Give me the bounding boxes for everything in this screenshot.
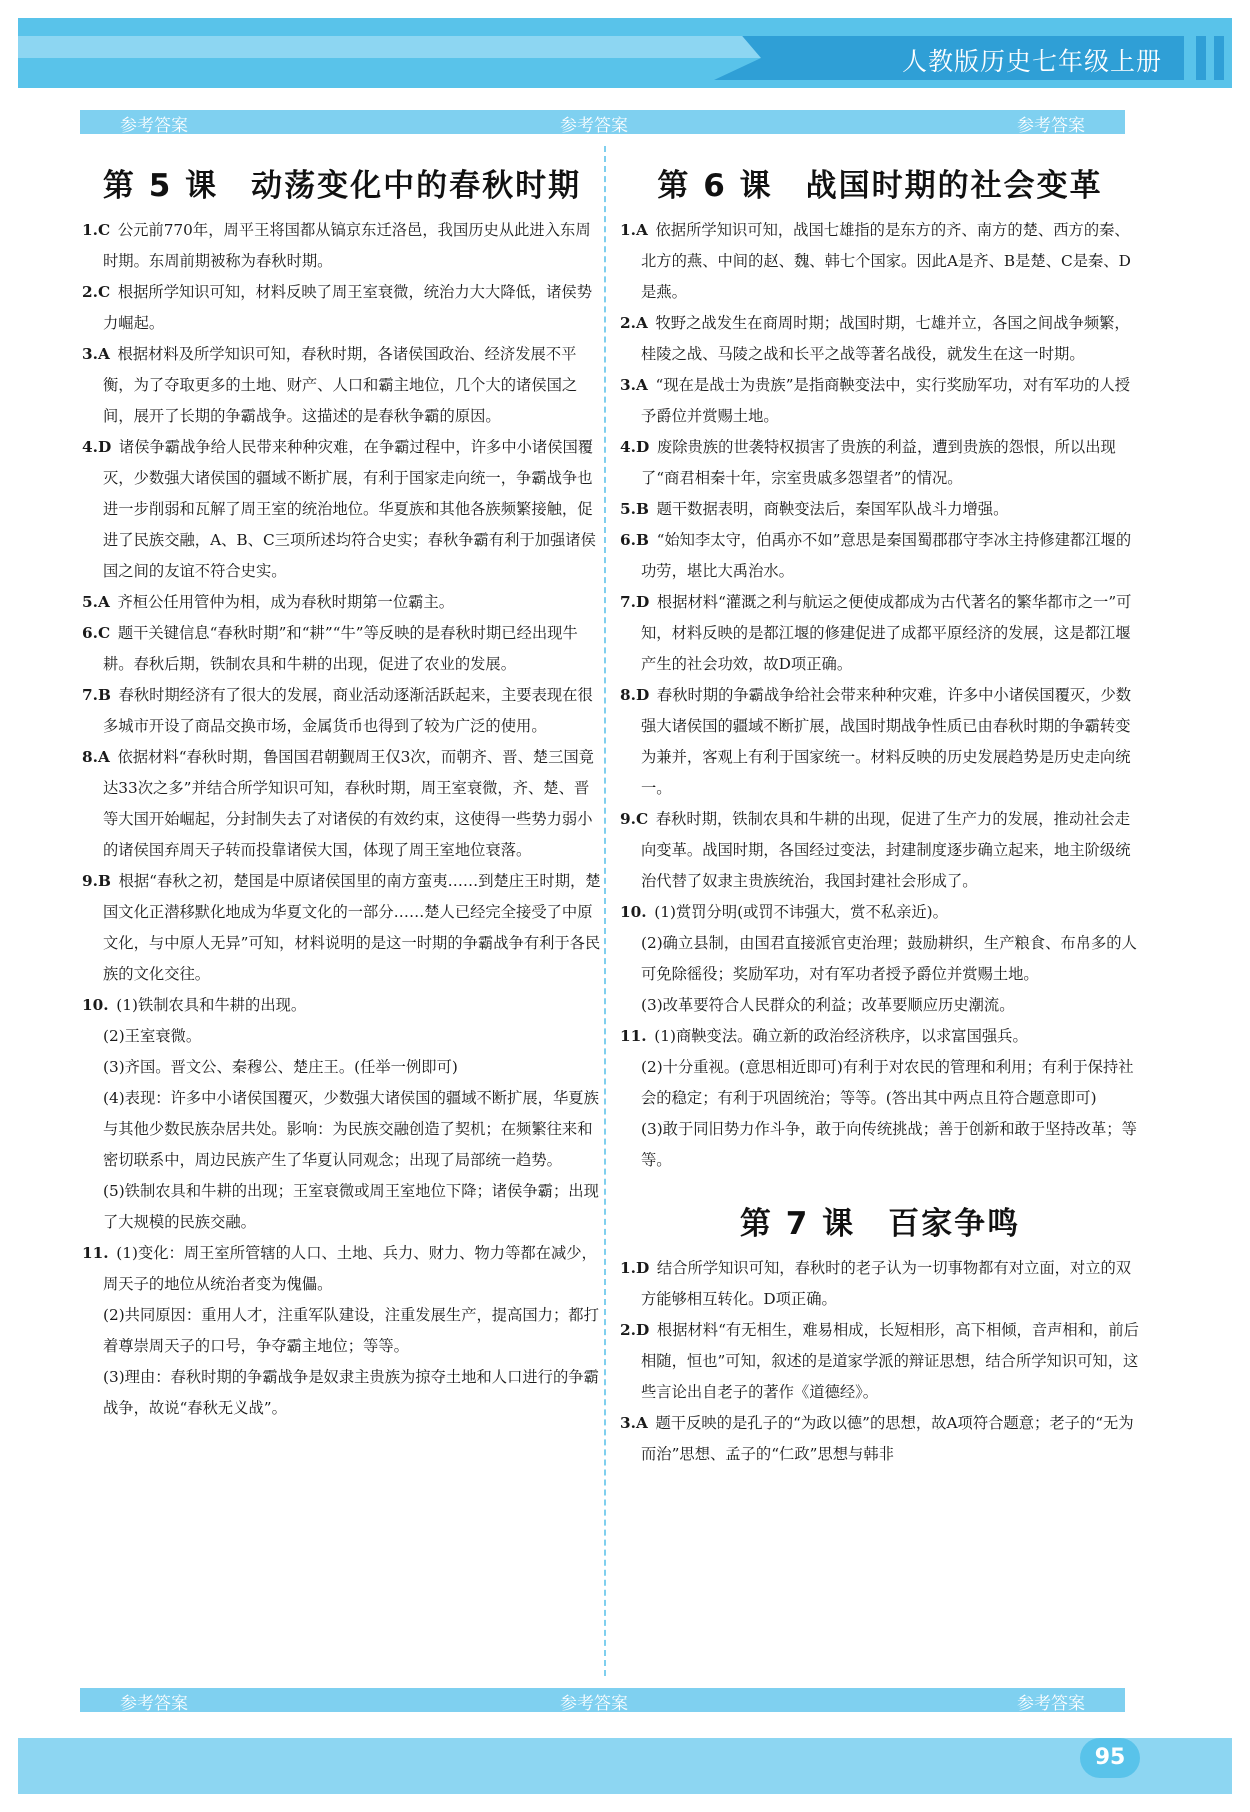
answer-number: 10. [82, 996, 109, 1014]
answer-label: 参考答案 [120, 116, 188, 136]
answer-label: 参考答案 [560, 1694, 628, 1714]
answer-label: 参考答案 [1017, 1694, 1085, 1714]
top-banner [18, 18, 1232, 88]
answer-item [620, 1253, 1140, 1315]
answer-item [82, 990, 602, 1021]
answer-number: 8.D [620, 686, 650, 704]
answer-subitem: (3)敢于同旧势力作斗争，敢于向传统挑战；善于创新和敢于坚持改革；等等。 [641, 1120, 1137, 1169]
answer-text: 依据材料“春秋时期，鲁国国君朝觐周王仅3次，而朝齐、晋、楚三国竟达33次之多”并结合所学知识可知，春秋时期，周王室衰微，齐、楚、晋等大国开始崛起，分封制失去了对诸侯的有效约束，这使得一些势力弱小的诸侯国弃周天子转而投靠诸侯大国，体现了周王室地位衰落。 [103, 748, 594, 859]
answer-label: 参考答案 [1017, 116, 1085, 136]
lesson6-title: 第 6 课 战国时期的社会变革 [657, 168, 1103, 204]
column-divider [604, 146, 606, 1676]
answer-text: 春秋时期的争霸战争给社会带来种种灾难，许多中小诸侯国覆灭，少数强大诸侯国的疆域不断扩展，战国时期战争性质已由春秋时期的争霸转变为兼并，客观上有利于国家统一。材料反映的历史发展趋势是历史走向统一。 [641, 686, 1132, 797]
answer-number: 6.C [82, 624, 111, 642]
answer-item [620, 1021, 1140, 1052]
answer-subitem: (2)共同原因：重用人才，注重军队建设，注重发展生产，提高国力；都打着尊崇周天子的口号，争夺霸主地位；等等。 [103, 1306, 599, 1355]
answer-subitem: (4)表现：许多中小诸侯国覆灭，少数强大诸侯国的疆域不断扩展，华夏族与其他少数民族杂居共处。影响：为民族交融创造了契机；在频繁往来和密切联系中，周边民族产生了华夏认同观念；出现了局部统一趋势。 [103, 1089, 599, 1169]
answer-number: 9.B [82, 872, 111, 890]
answer-subitem: (2)王室衰微。 [103, 1027, 202, 1045]
answer-item [82, 1238, 602, 1300]
answer-item [620, 370, 1140, 432]
answer-number: 4.D [620, 438, 650, 456]
answer-text: 春秋时期经济有了很大的发展，商业活动逐渐活跃起来，主要表现在很多城市开设了商品交换市场，金属货币也得到了较为广泛的使用。 [103, 686, 593, 735]
answer-item [82, 339, 602, 432]
answer-number: 7.D [620, 593, 650, 611]
banner-block [1214, 36, 1224, 80]
answer-number: 1.D [620, 1259, 650, 1277]
answer-item [620, 525, 1140, 587]
answer-text: 根据材料“灌溉之利与航运之便使成都成为古代著名的繁华都市之一”可知，材料反映的是都江堰的修建促进了成都平原经济的发展，这是都江堰产生的社会功效，故D项正确。 [641, 593, 1132, 673]
answer-number: 4.D [82, 438, 112, 456]
answer-item [620, 215, 1140, 308]
answer-item [82, 215, 602, 277]
banner-block [1196, 36, 1206, 80]
answer-subitem: (3)改革要符合人民群众的利益；改革要顺应历史潮流。 [641, 996, 1015, 1014]
answer-label: 参考答案 [120, 1694, 188, 1714]
answer-number: 3.A [620, 376, 648, 394]
answer-text: (1)商鞅变法。确立新的政治经济秩序，以求富国强兵。 [654, 1027, 1028, 1045]
answer-item [620, 494, 1140, 525]
answer-text: 根据材料及所学知识可知，春秋时期，各诸侯国政治、经济发展不平衡，为了夺取更多的土地、财产、人口和霸主地位，几个大的诸侯国之间，展开了长期的争霸战争。这描述的是春秋争霸的原因。 [103, 345, 578, 425]
answer-text: “始知李太守，伯禹亦不如”意思是秦国蜀郡郡守李冰主持修建都江堰的功劳，堪比大禹治水。 [641, 531, 1132, 580]
answer-number: 5.B [620, 500, 649, 518]
answer-text: 题干数据表明，商鞅变法后，秦国军队战斗力增强。 [656, 500, 1009, 518]
lesson5-title: 第 5 课 动荡变化中的春秋时期 [102, 168, 582, 204]
answer-bar-top [80, 110, 1125, 134]
answer-number: 1.C [82, 221, 111, 239]
banner-stripe [18, 36, 768, 58]
answer-number: 10. [620, 903, 647, 921]
answer-subitem: (2)十分重视。(意思相近即可)有利于对农民的管理和利用；有利于保持社会的稳定；有利于巩固统治；等等。(答出其中两点且符合题意即可) [641, 1058, 1134, 1107]
answer-number: 3.A [620, 1414, 648, 1432]
answer-number: 2.C [82, 283, 111, 301]
answer-number: 8.A [82, 748, 110, 766]
answer-text: 春秋时期，铁制农具和牛耕的出现，促进了生产力的发展，推动社会走向变革。战国时期，各国经过变法，封建制度逐步确立起来，地主阶级统治代替了奴隶主贵族统治，我国封建社会形成了。 [641, 810, 1131, 890]
answer-text: (1)变化：周王室所管辖的人口、土地、兵力、财力、物力等都在减少，周天子的地位从统治者变为傀儡。 [103, 1244, 597, 1293]
answer-item [620, 680, 1140, 804]
answer-bar-bottom [80, 1688, 1125, 1712]
answer-text: (1)铁制农具和牛耕的出现。 [116, 996, 307, 1014]
answer-label: 参考答案 [560, 116, 628, 136]
answer-number: 11. [82, 1244, 109, 1262]
answer-text: (1)赏罚分明(或罚不讳强大，赏不私亲近)。 [654, 903, 948, 921]
answer-item [82, 277, 602, 339]
answer-number: 1.A [620, 221, 648, 239]
page-number: 95 [1080, 1738, 1140, 1778]
answer-item [82, 742, 602, 866]
lesson6-answers [620, 215, 1140, 1176]
answer-item [82, 680, 602, 742]
answer-item [620, 1315, 1140, 1408]
answer-subitem: (5)铁制农具和牛耕的出现；王室衰微或周王室地位下降；诸侯争霸；出现了大规模的民族交融。 [103, 1182, 599, 1231]
answer-number: 5.A [82, 593, 110, 611]
answer-item [82, 432, 602, 587]
answer-text: 题干关键信息“春秋时期”和“耕”“牛”等反映的是春秋时期已经出现牛耕。春秋后期，铁制农具和牛耕的出现，促进了农业的发展。 [103, 624, 578, 673]
answer-subitem: (2)确立县制，由国君直接派官吏治理；鼓励耕织，生产粮食、布帛多的人可免除徭役；奖励军功，对有军功者授予爵位并赏赐土地。 [641, 934, 1137, 983]
book-title: 人教版历史七年级上册 [901, 47, 1162, 76]
answer-text: 根据所学知识可知，材料反映了周王室衰微，统治力大大降低，诸侯势力崛起。 [103, 283, 593, 332]
answer-text: 废除贵族的世袭特权损害了贵族的利益，遭到贵族的怨恨，所以出现了“商君相秦十年，宗室贵戚多怨望者”的情况。 [641, 438, 1116, 487]
lesson7-title: 第 7 课 百家争鸣 [739, 1206, 1021, 1242]
answer-item [82, 618, 602, 680]
answer-number: 9.C [620, 810, 649, 828]
answer-number: 6.B [620, 531, 649, 549]
answer-number: 11. [620, 1027, 647, 1045]
answer-subitem: (3)齐国。晋文公、秦穆公、楚庄王。(任举一例即可) [103, 1058, 458, 1076]
answer-text: 诸侯争霸战争给人民带来种种灾难，在争霸过程中，许多中小诸侯国覆灭，少数强大诸侯国的疆域不断扩展，有利于国家走向统一，争霸战争也进一步削弱和瓦解了周王室的统治地位。华夏族和其他各族频繁接触，促进了民族交融，A、B、C三项所述均符合史实；春秋争霸有利于加强诸侯国之间的友谊不符合史实。 [103, 438, 596, 580]
answer-text: 牧野之战发生在商周时期；战国时期，七雄并立，各国之间战争频繁，桂陵之战、马陵之战和长平之战等著名战役，就发生在这一时期。 [641, 314, 1130, 363]
answer-text: 依据所学知识可知，战国七雄指的是东方的齐、南方的楚、西方的秦、北方的燕、中间的赵、魏、韩七个国家。因此A是齐、B是楚、C是秦、D是燕。 [641, 221, 1131, 301]
answer-item [620, 897, 1140, 928]
answer-item [620, 1408, 1140, 1470]
left-column [82, 160, 602, 1424]
right-column [620, 160, 1140, 1470]
bottom-banner [18, 1738, 1232, 1794]
answer-number: 7.B [82, 686, 111, 704]
answer-item [620, 432, 1140, 494]
answer-item [620, 804, 1140, 897]
answer-number: 2.A [620, 314, 648, 332]
answer-subitem: (3)理由：春秋时期的争霸战争是奴隶主贵族为掠夺土地和人口进行的争霸战争，故说“春秋无义战”。 [103, 1368, 599, 1417]
answer-number: 2.D [620, 1321, 650, 1339]
answer-text: 根据材料“有无相生，难易相成，长短相形，高下相倾，音声相和，前后相随，恒也”可知，叙述的是道家学派的辩证思想，结合所学知识可知，这些言论出自老子的著作《道德经》。 [641, 1321, 1139, 1401]
lesson5-answers [82, 215, 602, 1424]
answer-item [620, 308, 1140, 370]
answer-item [620, 587, 1140, 680]
answer-text: 公元前770年，周平王将国都从镐京东迁洛邑，我国历史从此进入东周时期。东周前期被称为春秋时期。 [103, 221, 591, 270]
answer-item [82, 866, 602, 990]
answer-item [82, 587, 602, 618]
answer-text: “现在是战士为贵族”是指商鞅变法中，实行奖励军功，对有军功的人授予爵位并赏赐土地。 [641, 376, 1131, 425]
answer-text: 题干反映的是孔子的“为政以德”的思想，故A项符合题意；老子的“无为而治”思想、孟子的“仁政”思想与韩非 [641, 1414, 1134, 1463]
answer-text: 结合所学知识可知，春秋时的老子认为一切事物都有对立面，对立的双方能够相互转化。D项正确。 [641, 1259, 1132, 1308]
answer-text: 根据“春秋之初，楚国是中原诸侯国里的南方蛮夷……到楚庄王时期，楚国文化正潜移默化地成为华夏文化的一部分……楚人已经完全接受了中原文化，与中原人无异”可知，材料说明的是这一时期的争霸战争有利于各民族的文化交往。 [103, 872, 601, 983]
answer-text: 齐桓公任用管仲为相，成为春秋时期第一位霸主。 [117, 593, 455, 611]
lesson7-answers [620, 1253, 1140, 1470]
answer-number: 3.A [82, 345, 110, 363]
